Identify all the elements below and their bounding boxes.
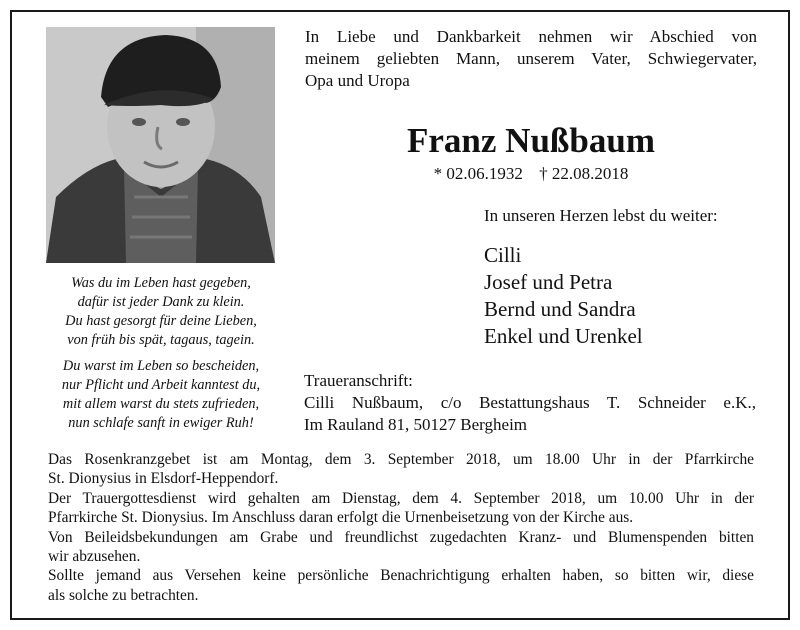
intro-text [305,26,757,92]
body-line: Der Trauergottesdienst wird gehalten am Dienstag, dem 4. September 2018, um 10.00 Uhr in der [48,489,754,507]
poem-line: mit allem warst du stets zufrieden, [62,396,260,412]
death-date: † 22.08.2018 [539,164,629,183]
address-label: Traueranschrift: [304,371,413,390]
remembrance-line: In unseren Herzen lebst du weiter: [484,206,718,225]
birth-date: * 02.06.1932 [433,164,523,183]
poem-line: Was du im Leben hast gegeben, [71,275,251,291]
family-member: Josef und Petra [484,270,613,294]
poem-stanza-1 [36,274,286,350]
poem-line: nur Pflicht und Arbeit kanntest du, [61,377,261,393]
body-line: St. Dionysius in Elsdorf-Heppendorf. [48,470,279,488]
life-dates [300,163,762,185]
body-line: Pfarrkirche St. Dionysius. Im Anschluss daran erfolgt die Urnenbeisetzung von der Kirche aus. [48,509,634,527]
family-member: Enkel und Urenkel [484,324,643,348]
portrait-illustration [46,27,275,263]
body-line: Das Rosenkranzgebet ist am Montag, dem 3. September 2018, um 18.00 Uhr in der Pfarrkirche [48,451,754,468]
portrait-photo [46,27,275,263]
poem-line: dafür ist jeder Dank zu klein. [77,294,245,310]
poem-line: nun schlafe sanft in ewiger Ruh! [68,415,254,431]
body-line: Sollte jemand aus Versehen keine persönliche Benachrichtigung erhalten haben, so bitten wir, diese [48,567,754,585]
service-details [48,450,754,605]
poem-line: Du hast gesorgt für deine Lieben, [65,313,257,329]
poem-stanza-2 [36,357,286,433]
family-member: Cilli [484,243,522,267]
family-list [484,242,643,350]
poem-line: Du warst im Leben so bescheiden, [62,358,260,374]
address-line-2: Im Rauland 81, 50127 Bergheim [304,415,528,434]
intro-line: Opa und Uropa [305,71,410,90]
body-line: als solche zu betrachten. [48,586,199,604]
address-line-1: Cilli Nußbaum, c/o Bestattungshaus T. Schneider e.K., [304,393,756,412]
body-line: Von Beileidsbekundungen am Grabe und freundlichst zugedachten Kranz- und Blumenspenden bitten [48,528,754,546]
intro-line: meinem geliebten Mann, unserem Vater, Schwiegervater, [305,49,757,68]
deceased-name: Franz Nußbaum [407,121,655,160]
family-member: Bernd und Sandra [484,297,636,321]
intro-line: In Liebe und Dankbarkeit nehmen wir Abschied von [305,27,757,46]
mourning-address [304,370,756,436]
body-line: wir abzusehen. [48,548,141,566]
poem-line: von früh bis spät, tagaus, tagein. [67,332,255,348]
